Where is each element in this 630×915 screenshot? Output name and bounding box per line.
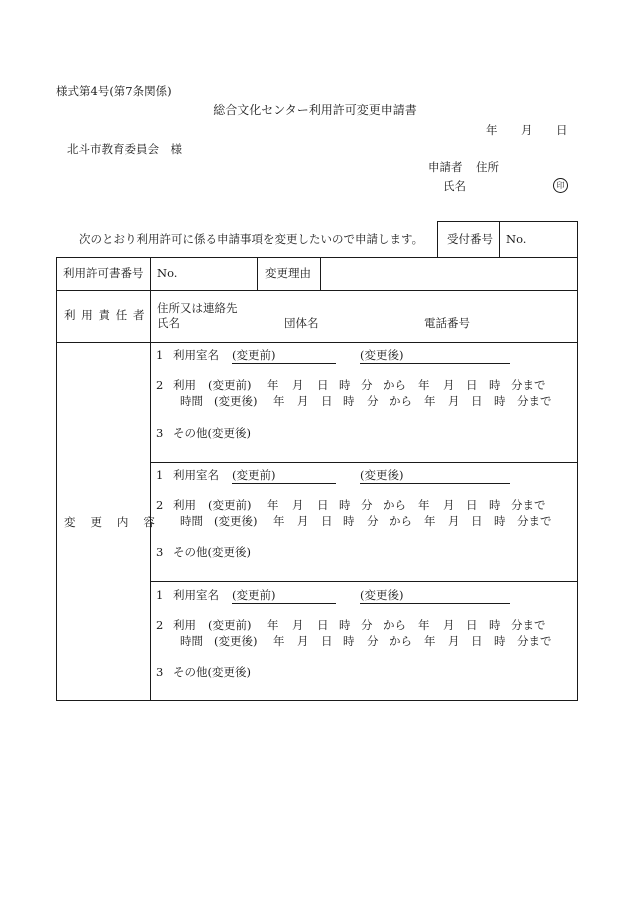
unit-until: 分まで — [517, 514, 552, 528]
change-section-label: 変更内容 — [64, 515, 170, 529]
block3-time-label: 利用 — [173, 618, 196, 632]
unit-minute: 分 — [367, 394, 379, 408]
unit-hour: 時 — [494, 634, 506, 648]
unit-hour: 時 — [494, 514, 506, 528]
unit-day: 日 — [321, 394, 333, 408]
date-month-label: 月 — [521, 123, 533, 137]
unit-month: 月 — [292, 378, 304, 392]
block2-time-before-label: (変更前) — [208, 498, 252, 512]
unit-year: 年 — [418, 618, 430, 632]
unit-hour: 時 — [489, 378, 501, 392]
block3-time-before-label: (変更前) — [208, 618, 252, 632]
unit-from: から — [383, 618, 406, 632]
unit-until: 分まで — [511, 498, 546, 512]
permit-label: 利用許可書番号 — [63, 266, 144, 280]
unit-hour: 時 — [339, 618, 351, 632]
unit-hour: 時 — [343, 514, 355, 528]
permit-no[interactable]: No. — [157, 266, 178, 280]
unit-hour: 時 — [339, 498, 351, 512]
unit-from: から — [389, 394, 412, 408]
block3-room-num: 1 — [156, 588, 164, 602]
block1-time-before-row — [0, 380, 630, 394]
block3-room-before[interactable]: (変更前) — [232, 590, 336, 604]
unit-year: 年 — [424, 514, 436, 528]
unit-hour: 時 — [343, 634, 355, 648]
unit-year: 年 — [273, 394, 285, 408]
receipt-no[interactable]: No. — [506, 232, 527, 246]
unit-year: 年 — [273, 514, 285, 528]
unit-day: 日 — [466, 498, 478, 512]
date-year-label: 年 — [486, 123, 498, 137]
unit-month: 月 — [292, 618, 304, 632]
block2-other-label: その他(変更後) — [173, 545, 251, 559]
unit-from: から — [389, 634, 412, 648]
unit-month: 月 — [448, 634, 460, 648]
block1-time-after-row — [0, 396, 630, 410]
block2-time-after-label: (変更後) — [214, 514, 258, 528]
block3-room-label: 利用室名 — [173, 588, 219, 602]
unit-hour: 時 — [339, 378, 351, 392]
responsible-label: 利用責任者 — [64, 308, 151, 322]
unit-hour: 時 — [343, 394, 355, 408]
unit-month: 月 — [443, 618, 455, 632]
block2-room-num: 1 — [156, 468, 164, 482]
form-number: 様式第4号(第7条関係) — [56, 84, 172, 98]
unit-minute: 分 — [361, 618, 373, 632]
block1-room-label: 利用室名 — [173, 348, 219, 362]
unit-day: 日 — [471, 514, 483, 528]
unit-month: 月 — [443, 498, 455, 512]
unit-year: 年 — [424, 394, 436, 408]
unit-minute: 分 — [367, 514, 379, 528]
block2-room-before[interactable]: (変更前) — [232, 470, 336, 484]
unit-year: 年 — [267, 498, 279, 512]
unit-from: から — [383, 498, 406, 512]
receipt-label: 受付番号 — [447, 232, 493, 246]
responsible-name-label: 氏名 — [157, 316, 180, 330]
unit-year: 年 — [424, 634, 436, 648]
block2-time-before-row — [0, 500, 630, 514]
unit-year: 年 — [418, 378, 430, 392]
unit-minute: 分 — [367, 634, 379, 648]
unit-day: 日 — [466, 378, 478, 392]
block1-room-after[interactable]: (変更後) — [360, 350, 510, 364]
unit-month: 月 — [297, 394, 309, 408]
unit-day: 日 — [317, 618, 329, 632]
block1-other-label: その他(変更後) — [173, 426, 251, 440]
unit-year: 年 — [267, 618, 279, 632]
intro-text: 次のとおり利用許可に係る申請事項を変更したいので申請します。 — [79, 232, 424, 246]
block2-time-after-row — [0, 516, 630, 530]
unit-month: 月 — [448, 394, 460, 408]
unit-day: 日 — [321, 634, 333, 648]
block1-time-label: 利用 — [173, 378, 196, 392]
block2-time-num: 2 — [156, 498, 164, 512]
unit-month: 月 — [448, 514, 460, 528]
block1-time-after-label: (変更後) — [214, 394, 258, 408]
block3-time-before-row — [0, 620, 630, 634]
unit-day: 日 — [321, 514, 333, 528]
unit-until: 分まで — [511, 378, 546, 392]
unit-until: 分まで — [511, 618, 546, 632]
block1-room-num: 1 — [156, 348, 164, 362]
block2-room-after[interactable]: (変更後) — [360, 470, 510, 484]
block1-time-before-label: (変更前) — [208, 378, 252, 392]
block3-room-after[interactable]: (変更後) — [360, 590, 510, 604]
reason-label: 変更理由 — [265, 266, 311, 280]
block1-time-num: 2 — [156, 378, 164, 392]
unit-minute: 分 — [361, 378, 373, 392]
block2-time-label2: 時間 — [180, 514, 203, 528]
addressee: 北斗市教育委員会 様 — [67, 142, 182, 156]
unit-from: から — [383, 378, 406, 392]
block1-room-before[interactable]: (変更前) — [232, 350, 336, 364]
block2-room-label: 利用室名 — [173, 468, 219, 482]
unit-hour: 時 — [489, 498, 501, 512]
seal-mark: 印 — [553, 178, 568, 193]
unit-day: 日 — [471, 394, 483, 408]
unit-day: 日 — [317, 498, 329, 512]
unit-minute: 分 — [361, 498, 373, 512]
unit-year: 年 — [267, 378, 279, 392]
unit-day: 日 — [317, 378, 329, 392]
unit-month: 月 — [297, 634, 309, 648]
date-day-label: 日 — [556, 123, 568, 137]
block3-time-num: 2 — [156, 618, 164, 632]
block1-time-label2: 時間 — [180, 394, 203, 408]
unit-day: 日 — [466, 618, 478, 632]
unit-year: 年 — [418, 498, 430, 512]
unit-hour: 時 — [489, 618, 501, 632]
unit-from: から — [389, 514, 412, 528]
form-title: 総合文化センター利用許可変更申請書 — [213, 103, 417, 117]
block3-time-after-row — [0, 636, 630, 650]
block2-other-num: 3 — [156, 545, 164, 559]
unit-month: 月 — [443, 378, 455, 392]
applicant-label: 申請者 — [428, 160, 463, 174]
unit-hour: 時 — [494, 394, 506, 408]
unit-month: 月 — [292, 498, 304, 512]
unit-month: 月 — [297, 514, 309, 528]
responsible-group-label: 団体名 — [284, 316, 319, 330]
block3-time-after-label: (変更後) — [214, 634, 258, 648]
unit-year: 年 — [273, 634, 285, 648]
responsible-phone-label: 電話番号 — [424, 316, 470, 330]
unit-day: 日 — [471, 634, 483, 648]
block3-time-label2: 時間 — [180, 634, 203, 648]
block2-time-label: 利用 — [173, 498, 196, 512]
block3-other-num: 3 — [156, 665, 164, 679]
applicant-name-label: 氏名 — [443, 179, 466, 193]
responsible-address-label: 住所又は連絡先 — [157, 301, 238, 315]
unit-until: 分まで — [517, 634, 552, 648]
unit-until: 分まで — [517, 394, 552, 408]
block1-other-num: 3 — [156, 426, 164, 440]
block3-other-label: その他(変更後) — [173, 665, 251, 679]
applicant-address-label: 住所 — [476, 160, 499, 174]
